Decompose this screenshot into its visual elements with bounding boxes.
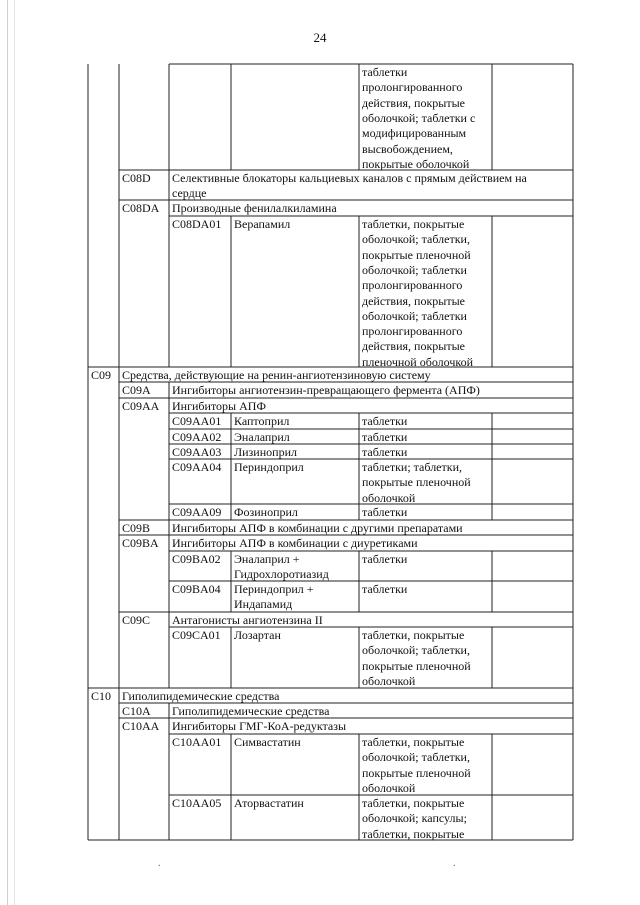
dosage-form: таблетки	[362, 505, 408, 519]
scan-dot: .	[453, 858, 456, 869]
atc-code: C09AA04	[172, 460, 222, 474]
dosage-form: покрытые оболочкой	[362, 156, 470, 171]
page-number: 24	[313, 30, 327, 45]
atc-code: C10	[91, 689, 112, 703]
dosage-form: пролонгированного	[362, 278, 463, 293]
atc-code: C08DA01	[172, 217, 222, 231]
drug-name: Верапамил	[234, 217, 291, 231]
dosage-form: таблетки	[362, 582, 408, 596]
drug-name: Симвастатин	[234, 735, 301, 749]
group-name: Производные фенилалкиламина	[172, 201, 337, 215]
drug-name: Лозартан	[234, 628, 281, 642]
scan-dot: .	[158, 858, 161, 869]
group-name: Антагонисты ангиотензина II	[172, 613, 323, 627]
dosage-form: таблетки	[362, 552, 408, 566]
group-name: сердце	[172, 186, 207, 201]
atc-code: C09AA01	[172, 414, 222, 428]
drug-name: Периндоприл	[234, 460, 304, 474]
atc-code: C09BA04	[172, 582, 221, 596]
dosage-form: модифицированным	[362, 126, 467, 141]
dosage-form: действия, покрытые	[362, 339, 465, 354]
group-name: Ингибиторы АПФ в комбинации с другими препаратами	[172, 521, 463, 535]
drug-name: Периндоприл +	[234, 582, 314, 596]
dosage-form: оболочкой; таблетки,	[362, 232, 470, 247]
atc-code: C09AA02	[172, 430, 222, 444]
dosage-form: высвобождением,	[362, 141, 453, 156]
dosage-form: таблетки, покрытые	[362, 735, 465, 749]
atc-code: C09BA02	[172, 552, 221, 566]
dosage-form: таблетки, покрытые	[362, 796, 465, 810]
dosage-form: оболочкой; капсулы;	[362, 811, 467, 826]
drug-name: Аторвастатин	[234, 796, 304, 810]
dosage-form: пролонгированного	[362, 324, 463, 339]
dosage-form: оболочкой; таблетки,	[362, 643, 470, 658]
drug-name: Фозиноприл	[234, 505, 298, 519]
atc-code: C10AA01	[172, 735, 222, 749]
drug-name: Эналаприл +	[234, 552, 300, 566]
group-name: Ингибиторы АПФ в комбинации с диуретиками	[172, 536, 418, 550]
drug-name: Гидрохлоротиазид	[234, 567, 329, 582]
atc-code: C09AA09	[172, 505, 222, 519]
dosage-form: покрытые пленочной	[362, 658, 471, 673]
dosage-form: таблетки, покрытые	[362, 628, 465, 642]
dosage-form: таблетки; таблетки,	[362, 460, 463, 474]
group-name: Ингибиторы АПФ	[172, 399, 266, 413]
atc-code: C08D	[122, 171, 151, 185]
atc-code: C10AA	[122, 719, 160, 733]
dosage-form: покрытые пленочной	[362, 247, 471, 262]
group-name: Средства, действующие на ренин-ангиотензиновую систему	[122, 368, 431, 382]
group-name: Ингибиторы ангиотензин-превращающего фермента (АПФ)	[172, 383, 480, 397]
atc-code: C09C	[122, 613, 151, 627]
atc-code: C09B	[122, 521, 151, 535]
dosage-form: покрытые пленочной	[362, 475, 471, 490]
dosage-form: действия, покрытые	[362, 95, 465, 110]
drug-name: Эналаприл	[234, 430, 290, 444]
dosage-form: пленочной оболочкой	[362, 354, 474, 369]
dosage-form: таблетки, покрытые	[362, 826, 465, 841]
drug-name: Индапамид	[234, 597, 293, 612]
dosage-form: таблетки, покрытые	[362, 217, 465, 231]
dosage-form: оболочкой	[362, 490, 416, 505]
drug-name: Лизиноприл	[234, 445, 297, 459]
atc-code: C09CA01	[172, 628, 221, 642]
group-name: Ингибиторы ГМГ-КоА-редуктазы	[172, 719, 347, 733]
dosage-form: оболочкой; таблетки	[362, 262, 467, 277]
atc-code: C09A	[122, 383, 151, 397]
atc-code: C09	[91, 368, 112, 382]
dosage-form: таблетки	[362, 430, 408, 444]
dosage-form: оболочкой; таблетки,	[362, 750, 470, 765]
atc-code: C10A	[122, 704, 151, 718]
dosage-form: оболочкой	[362, 780, 416, 795]
atc-code: C08DA	[122, 201, 160, 215]
dosage-form: таблетки	[362, 65, 408, 79]
dosage-form: покрытые пленочной	[362, 765, 471, 780]
atc-code: C09AA	[122, 399, 160, 413]
dosage-form: таблетки	[362, 445, 408, 459]
dosage-form: оболочкой; таблетки	[362, 308, 467, 323]
group-name: Гиполипидемические средства	[122, 689, 280, 703]
atc-code: C10AA05	[172, 796, 222, 810]
atc-code: C09BA	[122, 536, 159, 550]
drug-name: Каптоприл	[234, 414, 290, 428]
dosage-form: оболочкой; таблетки с	[362, 110, 476, 125]
atc-code: C09AA03	[172, 445, 222, 459]
dosage-form: таблетки	[362, 414, 408, 428]
dosage-form: оболочкой	[362, 673, 416, 688]
group-name: Гиполипидемические средства	[172, 704, 330, 718]
dosage-form: действия, покрытые	[362, 293, 465, 308]
dosage-form: пролонгированного	[362, 80, 463, 95]
group-name: Селективные блокаторы кальциевых каналов с прямым действием на	[172, 171, 527, 185]
